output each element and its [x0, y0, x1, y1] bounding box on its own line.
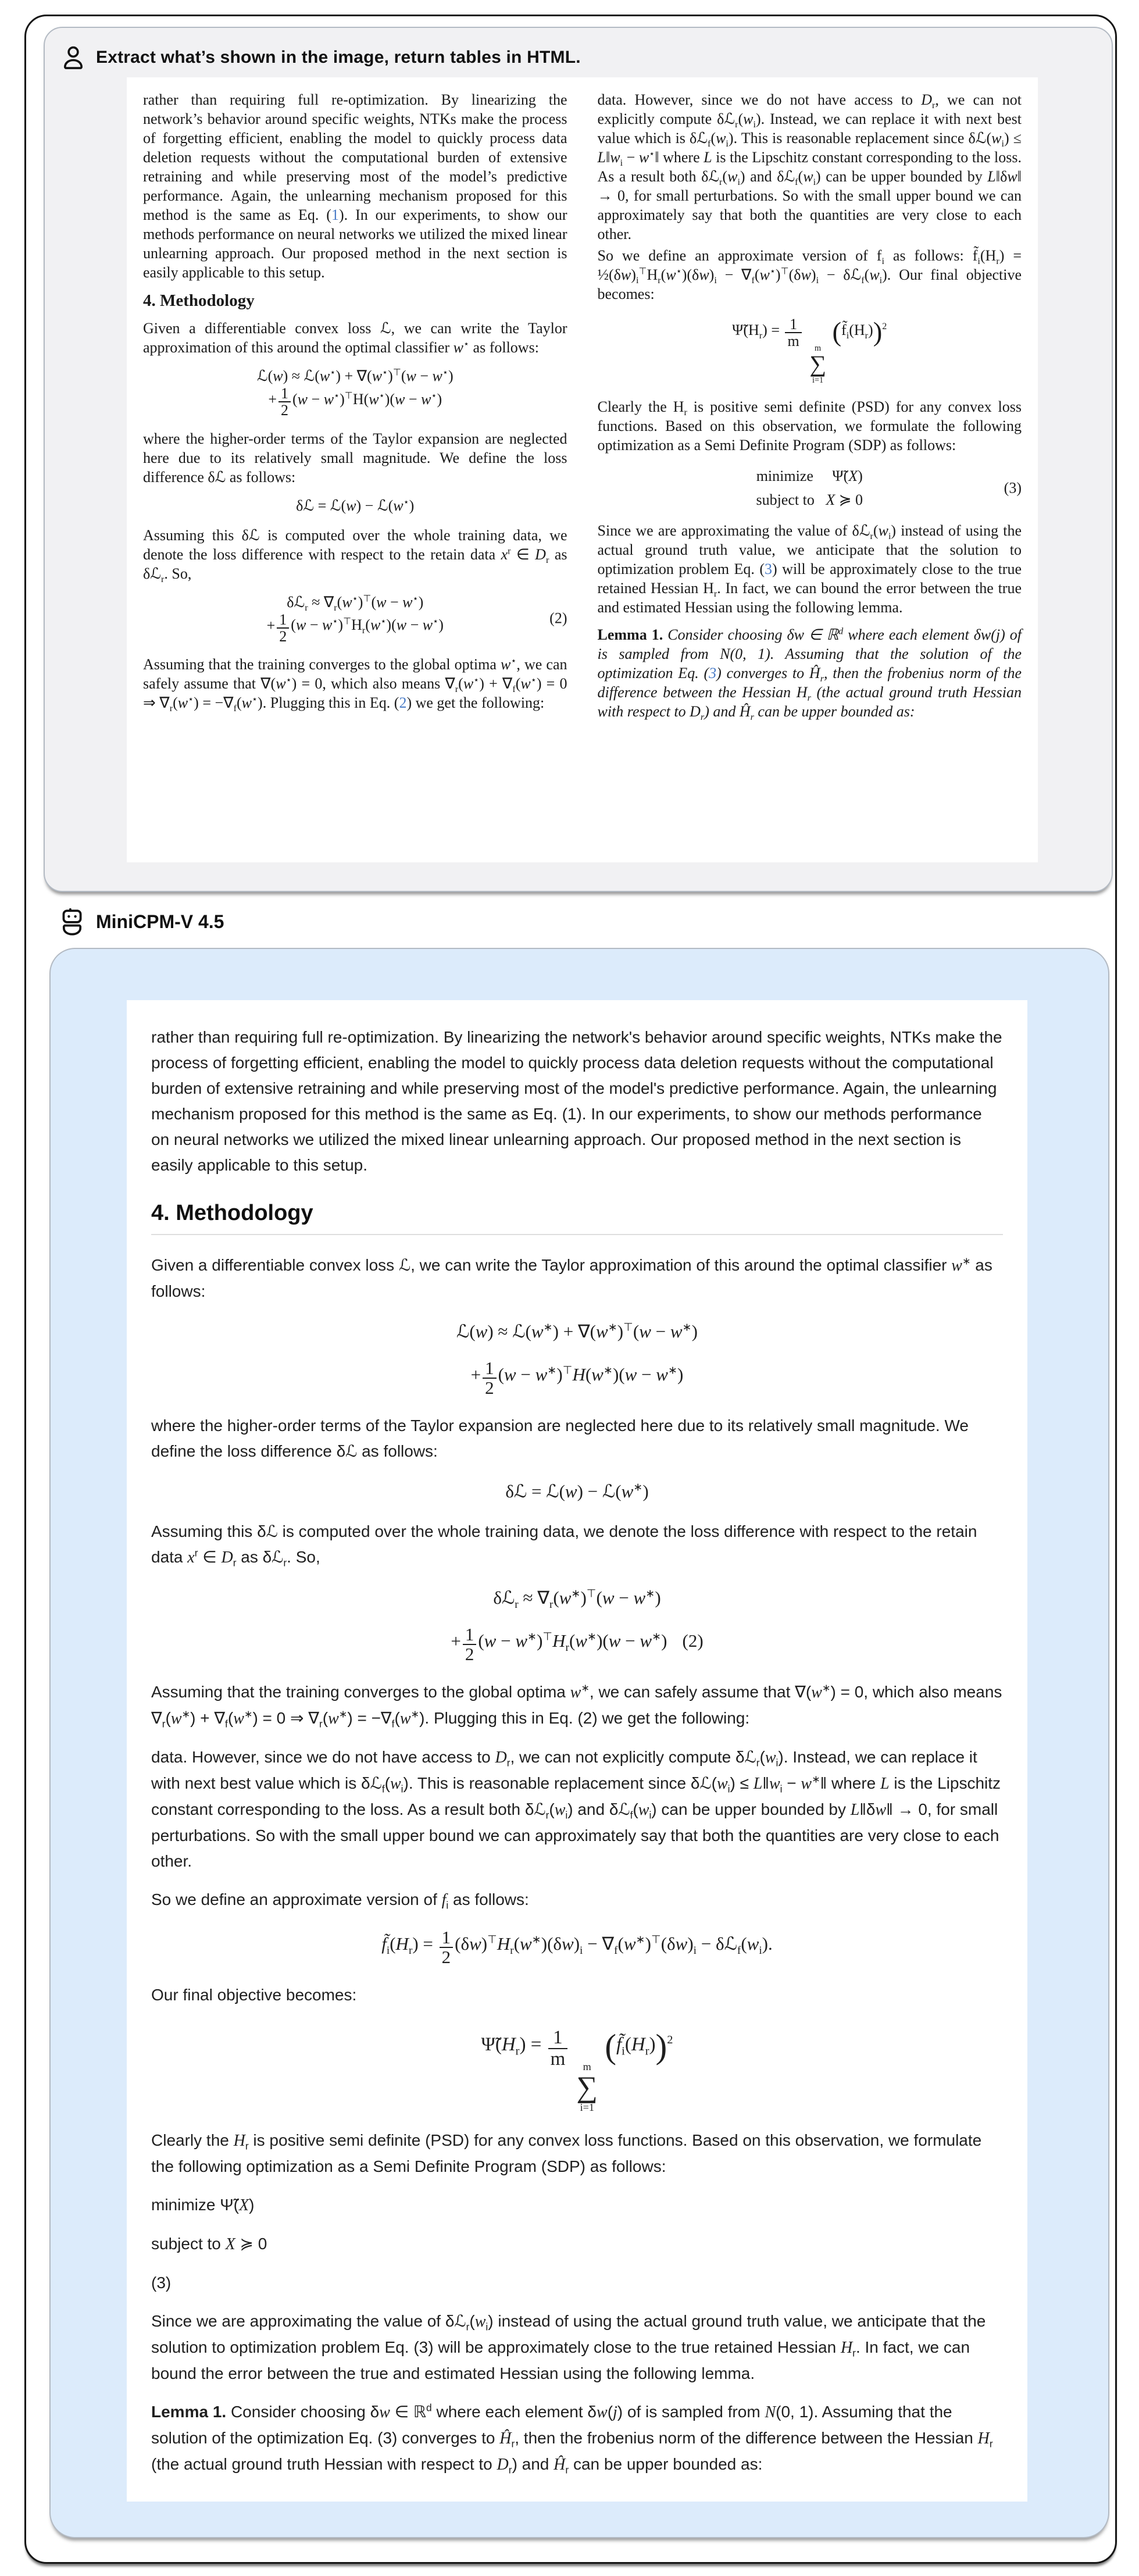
heading-divider: [151, 1234, 1003, 1235]
fraction: $\frac{1}{2}$: [440, 1928, 454, 1967]
paper-equation-loss-diff: δℒ = ℒ(w) − ℒ(w⋆): [296, 497, 415, 514]
fraction: $\frac{1}{m}$: [548, 2028, 568, 2069]
answer-paragraph: Given a differentiable convex loss ℒ, we can write the Taylor approximation of this around the optimal classifier w∗ as follows:: [151, 1255, 992, 1300]
user-prompt-row: [60, 44, 581, 71]
fraction: $\frac{1}{2}$: [483, 1359, 497, 1398]
paper-equation-objective: $\Psĩ(H_r)$ = $\frac{1}{m}$ m ∑ i=1 $(f̃_i(H_r))^2$: [732, 316, 887, 385]
fraction: $\frac{1}{2}$: [278, 386, 291, 419]
equation-number: (2): [682, 1630, 704, 1651]
paper-column-right: [598, 90, 1022, 850]
robot-icon: [58, 907, 87, 936]
answer-equation-taylor-line2: + $\frac{1}{2}$ (w − w∗)⊤H(w∗)(w − w∗): [470, 1357, 684, 1398]
answer-equation-number: (3): [151, 2273, 172, 2292]
user-prompt-text: Extract what’s shown in the image, return tables in HTML.: [96, 48, 581, 67]
answer-paragraph: So we define an approximate version of $f_i$ as follows:: [151, 1890, 529, 1911]
answer-equation-objective: $\Psĩ(H_r)$ = $\frac{1}{m}$ m ∑ i=1 $(f̃_i(H_r))^2$: [481, 2026, 673, 2113]
answer-lemma: [151, 2399, 1003, 2478]
paper-lemma: [598, 625, 1022, 721]
user-message-panel: [44, 27, 1113, 892]
lemma-label: Lemma 1.: [151, 2402, 227, 2421]
paper-paragraph: Clearly the $H_r$ is positive semi definite (PSD) for any convex loss functions. Based on this observation, we formulate the following optimization as a Semi Definite Program (SDP) as follows:: [597, 398, 1022, 454]
answer-paragraph: Assuming this δℒ is computed over the whole training data, we denote the loss difference with respect to the retain data $x^r$ ∈ $D_r$ as δℒ$_r$. So,: [151, 1522, 977, 1569]
paper-column-left: [143, 90, 567, 850]
assistant-name: MiniCPM-V 4.5: [96, 911, 224, 932]
big-paren-open: (: [605, 2026, 616, 2065]
fraction: $\frac{1}{2}$: [277, 612, 289, 645]
answer-equation-2-line1: δℒ$_r$ ≈ $\nabla_r(w^∗)^⊤(w - w^∗)$: [493, 1587, 661, 1611]
paper-paragraph: where the higher-order terms of the Taylor expansion are neglected here due to its relatively small magnitude. We define the loss difference δℒ as follows:: [143, 430, 567, 486]
paper-equation-3: minimize Ψ̃(X) subject to X ≽ 0 (3): [756, 467, 1022, 508]
lemma-text: Consider choosing δw ∈ ℝ$^d$ where each element δw(j) of is sampled from N(0, 1). Assuming that the solution of the optimization Eq. (3) converges to $Ĥ_r$, then the frobenius norm of the difference between the Hessian $H_r$ (the actual ground truth Hessian with respect to $D_r$) and $Ĥ_r$ can be upper bounded as:: [151, 2402, 993, 2476]
paper-columns: [143, 90, 1022, 850]
assistant-response-content: [127, 1000, 1027, 2502]
assistant-header: [58, 907, 224, 936]
assistant-response-panel: [49, 948, 1109, 2538]
answer-paragraph: Clearly the $H_r$ is positive semi definite (PSD) for any convex loss functions. Based on this observation, we formulate the following optimization as a Semi Definite Program (SDP) as follows:: [151, 2131, 982, 2175]
equation-number: (3): [1004, 479, 1022, 497]
paper-paragraph: Since we are approximating the value of $\delta ℒ_r(w_i)$ instead of using the actual ground truth value, we anticipate that the solution to optimization problem Eq. (3) will be approximately close to the true retained Hessian $H_r$. In fact, we can bound the error between the true and estimated Hessian using the following lemma.: [597, 522, 1022, 616]
summation: m ∑ i=1: [809, 344, 826, 385]
answer-paragraph-subject-to: subject to X ≽ 0: [151, 2234, 267, 2253]
paper-paragraph: rather than requiring full re-optimization. By linearizing the network’s behavior around specific weights, NTKs make the process of forgetting efficient, enabling the model to quickly process data deletion requests without the computational burden of extensive retraining and while preserving most of the model’s predictive performance. Again, the unlearning mechanism proposed for this method is the same as Eq. (1). In our experiments, to show our methods performance on neural networks we utilized the mixed linear unlearning approach. Our proposed method in the next section is easily applicable to this setup.: [143, 91, 567, 281]
big-paren-close: ): [873, 317, 883, 348]
paper-paragraph: Given a differentiable convex loss ℒ, we can write the Taylor approximation of this around the optimal classifier w⋆ as follows:: [143, 320, 567, 356]
answer-paragraph: Our final objective becomes:: [151, 1985, 357, 2004]
big-paren-close: ): [655, 2026, 667, 2065]
paper-section-heading: 4. Methodology: [143, 291, 255, 310]
paper-equation-taylor: ℒ(w) ≈ ℒ(w⋆) + ∇(w⋆)⊤(w − w⋆) + $\frac{1}{2}$ (w − w⋆)⊤H(w⋆)(w − w⋆): [256, 368, 454, 419]
answer-paragraph: Since we are approximating the value of $\delta ℒ_r(w_i)$ instead of using the actual ground truth value, we anticipate that the solution to optimization problem Eq. (3) will be approximately close to the true retained Hessian $H_r$. In fact, we can bound the error between the true and estimated Hessian using the following lemma.: [151, 2311, 986, 2382]
paper-paragraph: Assuming this δℒ is computed over the whole training data, we denote the loss difference with respect to the retain data $x^r$ ∈ $D_r$ as δℒ$_r$. So,: [143, 526, 567, 584]
paper-image: [127, 77, 1038, 862]
equation-number: (2): [549, 609, 567, 627]
paper-paragraph: Assuming that the training converges to the global optima w⋆, we can safely assume that ∇(w⋆) = 0, which also means $\nabla_r(w^⋆) + \nabla_f(w^⋆) = 0$ ⇒ $\nabla_r(w^⋆) = -\nabla_f(w^⋆)$. Plugging this in Eq. (2) we get the following:: [143, 656, 567, 714]
paper-equation-2: δℒ$_r$ ≈ $\nabla_r(w^⋆)^⊤(w - w^⋆)$ + $\frac{1}{2}$ $(w - w^⋆)^⊤H_r(w^⋆)(w - w^⋆)$ (2): [266, 593, 567, 645]
answer-equation-taylor-line1: ℒ(w) ≈ ℒ(w∗) + ∇(w∗)⊤(w − w∗): [456, 1321, 698, 1341]
lemma-text: Consider choosing δw ∈ ℝ$^d$ where each element δw(j) of is sampled from N(0, 1). Assuming that the solution of the optimization Eq. (3) converges to $Ĥ_r$, then the frobenius norm of the difference between the Hessian $H_r$ (the actual ground truth Hessian with respect to $D_r$) and $Ĥ_r$ can be upper bounded as:: [597, 626, 1022, 723]
fraction: $\frac{1}{m}$: [785, 316, 801, 349]
answer-paragraph: data. However, since we do not have access to $D_r$, we can not explicitly compute $\delta ℒ_r(w_i)$. Instead, we can replace it with next best value which is $\delta ℒ_f(w_i)$. This is reasonable replacement since $\delta ℒ(w_i)$ ≤ $L‖w_i$ − w∗‖ where L is the Lipschitz constant corresponding to the loss. As a result both $\delta ℒ_r(w_i)$ and $\delta ℒ_f(w_i)$ can be upper bounded by L‖δw‖ → 0, for small perturbations. So with the small upper bound we can approximately say that both the quantities are very close to each other.: [151, 1747, 1001, 1870]
chat-frame: [24, 15, 1117, 2564]
paper-paragraph: So we define an approximate version of $f_i$ as follows: $f̃_i(H_r)$ = $\frac{1}{2}(\delta w)_i^⊤H_r(w^⋆)(\delta w)_i - \nabla_f(w^⋆)^⊤(\delta w)_i$ − $\delta ℒ_f(w_i)$. Our final objective becomes:: [597, 247, 1022, 302]
summation: m ∑ i=1: [576, 2061, 598, 2113]
answer-equation-loss-diff: δℒ = ℒ(w) − ℒ(w∗): [505, 1480, 649, 1501]
big-paren-open: (: [832, 317, 842, 348]
answer-paragraph: rather than requiring full re-optimization. By linearizing the network's behavior around specific weights, NTKs make the process of forgetting efficient, enabling the model to quickly process data deletion requests without the computational burden of extensive retraining and while preserving most of the model's predictive performance. Again, the unlearning mechanism proposed for this method is the same as Eq. (1). In our experiments, to show our methods performance on neural networks we utilized the mixed linear unlearning approach. Our proposed method in the next section is easily applicable to this setup.: [151, 1028, 1002, 1174]
paper-paragraph: data. However, since we do not have access to $D_r$, we can not explicitly compute $\delta ℒ_r(w_i)$. Instead, we can replace it with next best value which is $\delta ℒ_f(w_i)$. This is reasonable replacement since $\delta ℒ(w_i)$ ≤ $L‖w_i$ − w⋆‖ where L is the Lipschitz constant corresponding to the loss. As a result both $\delta ℒ_r(w_i)$ and $\delta ℒ_f(w_i)$ can be upper bounded by L‖δw‖ → 0, for small perturbations. So with the small upper bound we can approximately say that both the quantities are very close to each other.: [597, 91, 1022, 242]
answer-section-heading: 4. Methodology: [151, 1201, 313, 1225]
answer-paragraph: where the higher-order terms of the Taylor expansion are neglected here due to its relatively small magnitude. We define the loss difference δℒ as follows:: [151, 1416, 969, 1460]
user-icon: [60, 44, 87, 71]
answer-equation-2-line2: + $\frac{1}{2}$ $(w - w^∗)^⊤H_r(w^∗)(w - w^∗)$ (2): [451, 1624, 704, 1665]
answer-paragraph-minimize: minimize Ψ̃(X): [151, 2195, 255, 2214]
answer-equation-fi: $f̃_i(H_r)$ = $\frac{1}{2}$ $(\delta w)^⊤H_r(w^∗)(\delta w)_i - \nabla_f(w^∗)^⊤(\delta w)_i$ − $\delta ℒ_f(w_i)$.: [381, 1926, 773, 1968]
lemma-label: Lemma 1.: [597, 626, 663, 643]
fraction: $\frac{1}{2}$: [463, 1625, 477, 1664]
answer-paragraph: Assuming that the training converges to the global optima w∗, we can safely assume that ∇(w∗) = 0, which also means $\nabla_r(w^∗) + \nabla_f(w^∗) = 0$ ⇒ $\nabla_r(w^∗) = -\nabla_f(w^∗)$. Plugging this in Eq. (2) we get the following:: [151, 1682, 1002, 1730]
